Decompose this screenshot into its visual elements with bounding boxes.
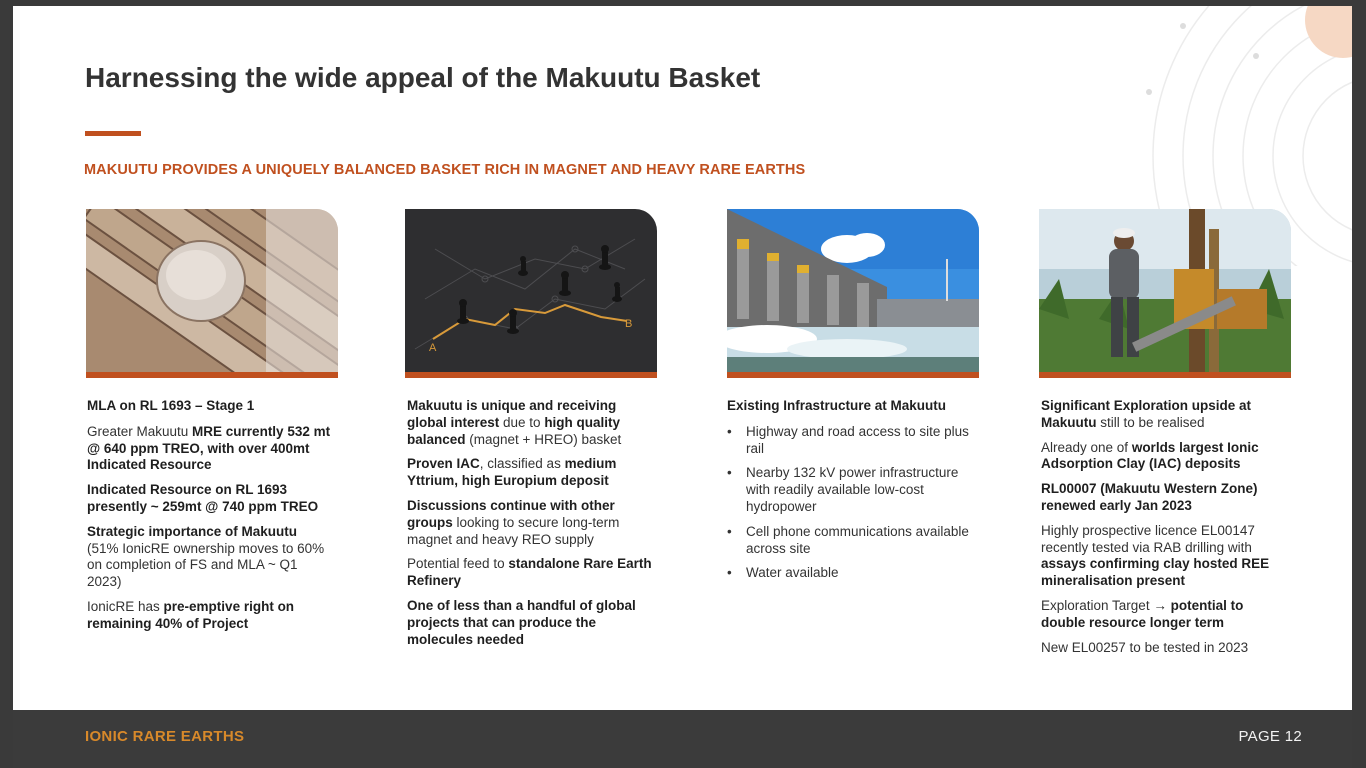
list-item: • Highway and road access to site plus rail — [727, 424, 972, 458]
col3-heading: Existing Infrastructure at Makuutu — [727, 398, 947, 413]
text: looking to secure long-term magnet and heavy REO supply — [407, 514, 620, 547]
col4-para-1 — [1041, 398, 1291, 432]
hydropower-dam-image — [727, 209, 979, 378]
bold-text: assays confirming clay hosted REE mineralisation present — [1041, 556, 1270, 589]
col4-para-2 — [1041, 440, 1291, 474]
svg-text:B: B — [625, 318, 633, 330]
text: Highly prospective licence EL00147 recently tested via RAB drilling with — [1041, 522, 1255, 555]
col2-para-3 — [407, 498, 652, 548]
bold-text: Discussions continue with other groups — [407, 497, 615, 530]
text: Exploration Target — [1041, 597, 1154, 613]
bold-text: One of less than a handful of global projects that can produce the molecules needed — [407, 597, 636, 647]
network-chess-image — [405, 209, 657, 378]
text: still to be realised — [1096, 414, 1205, 430]
bold-text: Proven IAC — [407, 456, 480, 472]
col2-para-2 — [407, 456, 652, 490]
list-item: • Cell phone communications available across site — [727, 524, 972, 558]
slide-subtitle: MAKUUTU PROVIDES A UNIQUELY BALANCED BASKET RICH IN MAGNET AND HEAVY RARE EARTHS — [84, 162, 806, 178]
col4-para-3 — [1041, 481, 1291, 515]
text: New EL00257 to be tested in 2023 — [1041, 639, 1249, 655]
text: , classified as — [479, 456, 565, 472]
text: due to — [499, 414, 545, 430]
text: Already one of — [1041, 439, 1132, 455]
slide — [13, 6, 1352, 710]
col1-para-3 — [87, 524, 332, 591]
text: IonicRE has — [87, 598, 164, 614]
column-3 — [727, 398, 972, 590]
bold-text: RL00007 (Makuutu Western Zone) renewed early Jan 2023 — [1041, 481, 1258, 513]
arrow-icon: → — [1153, 597, 1167, 613]
bold-text: high quality balanced — [407, 414, 621, 447]
footer-brand: IONIC RARE EARTHS — [85, 728, 245, 745]
drill-core-image — [86, 209, 338, 378]
bold-text: standalone Rare Earth Refinery — [407, 556, 652, 589]
slide-title: Harnessing the wide appeal of the Makuutu Basket — [85, 62, 761, 93]
list-item: • Nearby 132 kV power infrastructure with readily available low-cost hydropower — [727, 465, 972, 515]
text: Potential feed to — [407, 556, 509, 572]
list-item: • Water available — [727, 565, 972, 582]
col1-heading: MLA on RL 1693 – Stage 1 — [87, 398, 255, 413]
column-4 — [1041, 398, 1291, 664]
text: (51% IonicRE ownership moves to 60% on completion of FS and MLA ~ Q1 2023) — [87, 540, 325, 590]
footer — [13, 710, 1352, 768]
drilling-rig-image — [1039, 209, 1291, 378]
infrastructure-list — [727, 424, 972, 582]
col4-para-5 — [1041, 598, 1291, 632]
col1-para-4 — [87, 599, 332, 633]
col1-para-1 — [87, 424, 332, 474]
text: Greater Makuutu — [87, 423, 193, 439]
title-underline — [85, 131, 141, 136]
bold-text: potential to double resource longer term — [1041, 597, 1244, 630]
col1-para-2 — [87, 482, 332, 516]
col4-para-6 — [1041, 640, 1291, 657]
bold-text: Significant Exploration upside at Makuutu — [1041, 398, 1252, 430]
bold-text: Strategic importance of Makuutu — [87, 523, 298, 539]
bold-text: pre-emptive right on remaining 40% of Project — [87, 598, 295, 631]
col4-para-4 — [1041, 523, 1291, 590]
col2-para-4 — [407, 556, 652, 590]
bold-text: Makuutu is unique and receiving global interest — [407, 398, 617, 430]
bold-text: MRE currently 532 mt @ 640 ppm TREO, with over 400mt Indicated Resource — [87, 423, 331, 473]
svg-text:A: A — [429, 342, 437, 354]
col2-para-1 — [407, 398, 652, 448]
bold-text: Indicated Resource on RL 1693 presently ~ 259mt @ 740 ppm TREO — [87, 482, 319, 514]
col2-para-5 — [407, 598, 652, 648]
column-2 — [407, 398, 652, 656]
column-1 — [87, 398, 332, 641]
bold-text: worlds largest Ionic Adsorption Clay (IAC) deposits — [1041, 439, 1259, 472]
page-number: PAGE 12 — [1238, 728, 1302, 745]
bold-text: medium Yttrium, high Europium deposit — [407, 456, 617, 489]
text: (magnet + HREO) basket — [465, 431, 622, 447]
